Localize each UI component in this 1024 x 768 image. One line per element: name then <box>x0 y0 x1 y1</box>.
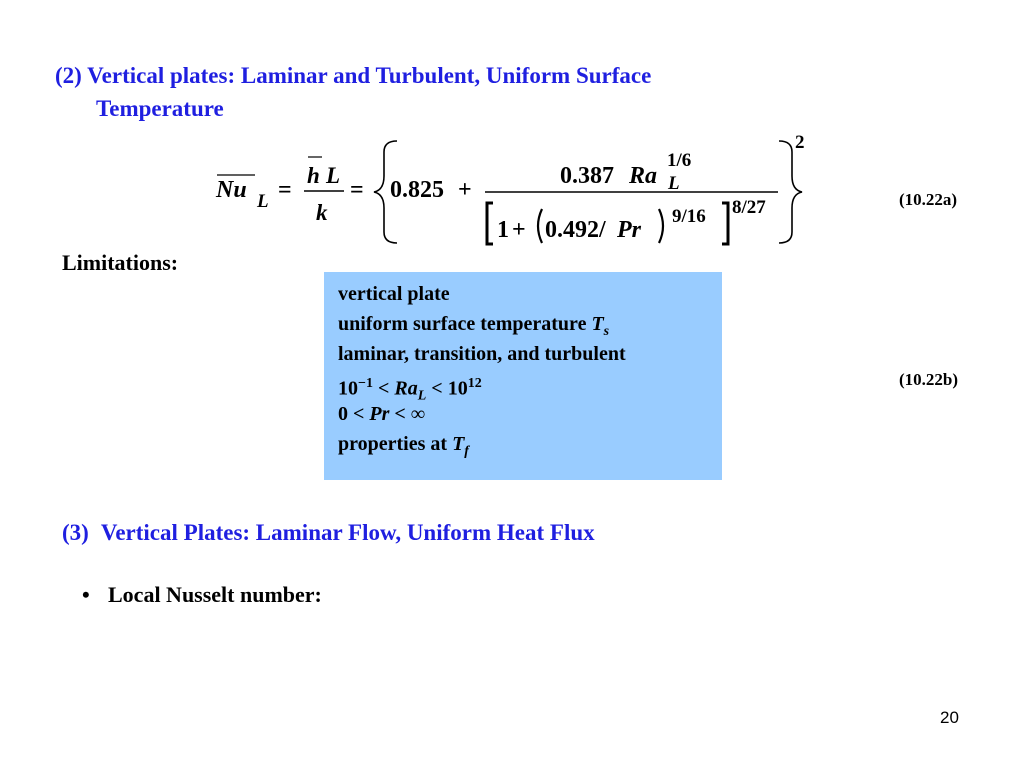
limit-flow-regimes: laminar, transition, and turbulent <box>338 343 626 365</box>
ra-range-symbol: Ra <box>394 377 418 400</box>
limitations-label: Limitations: <box>62 250 179 275</box>
right-brace <box>779 141 802 243</box>
limit-prandtl-range: 0 < Pr < ∞ <box>338 403 426 425</box>
right-square-bracket <box>722 203 728 244</box>
limit-rayleigh-range: $10^{-1} < Ra_L < 10^{12}$ <box>338 376 482 404</box>
infinity-symbol: ∞ <box>410 403 426 425</box>
ra-subscript: L <box>668 173 680 194</box>
L-symbol: L <box>326 163 341 188</box>
ra-range-subscript: L <box>417 388 427 404</box>
pr-symbol: Pr <box>617 217 641 243</box>
denom-plus: + <box>512 217 526 243</box>
outer-exponent: 2 <box>795 132 805 153</box>
bullet-icon: • <box>82 582 90 607</box>
nu-symbol: Nu <box>216 177 247 203</box>
exponent-8-27: 8/27 <box>732 197 766 218</box>
page-number: 20 <box>940 708 959 727</box>
limit-properties-at-tf: properties at $T_f$ <box>338 433 469 459</box>
plus-sign: + <box>458 177 472 203</box>
k-symbol: k <box>316 200 328 225</box>
section-2-title-line2: Temperature <box>96 96 224 121</box>
denom-coef: 0.492/ <box>545 217 606 243</box>
tf-symbol: T <box>452 433 465 455</box>
ra-exponent: 1/6 <box>667 150 692 171</box>
nu-subscript: L <box>257 191 269 212</box>
ra-symbol: Ra <box>629 163 658 189</box>
left-paren <box>538 209 542 243</box>
ra-lower-exponent: −1 <box>358 376 373 391</box>
equation-number-10-22a: (10.22a) <box>899 190 958 209</box>
ts-subscript: s <box>603 324 610 339</box>
exponent-9-16: 9/16 <box>672 206 706 227</box>
limit-vertical-plate: vertical plate <box>338 283 450 305</box>
section-3-title: (3) Vertical Plates: Laminar Flow, Uniform Heat Flux <box>62 520 595 545</box>
numerator-coef: 0.387 <box>560 163 614 189</box>
equals-sign-2: = <box>350 177 364 203</box>
limitations-box <box>324 272 722 480</box>
tf-subscript: f <box>464 444 469 459</box>
h-symbol: h <box>307 163 320 188</box>
bullet-local-nusselt: • Local Nusselt number: <box>82 582 322 607</box>
equation-number-10-22b: (10.22b) <box>899 370 959 389</box>
ts-symbol: T <box>591 313 604 335</box>
left-square-bracket <box>487 203 493 244</box>
equals-sign-1: = <box>278 177 292 203</box>
constant-0825: 0.825 <box>390 177 444 203</box>
right-paren <box>659 209 663 243</box>
pr-range-symbol: Pr <box>369 403 390 425</box>
ra-upper-exponent: 12 <box>467 376 482 391</box>
equation-10-22a <box>0 0 1024 260</box>
section-2-title-line1: (2) Vertical plates: Laminar and Turbulent, Uniform Surface <box>55 63 652 88</box>
denom-one: 1 <box>497 217 509 243</box>
limit-uniform-surface-temperature: uniform surface temperature $T_s$ <box>338 313 610 339</box>
